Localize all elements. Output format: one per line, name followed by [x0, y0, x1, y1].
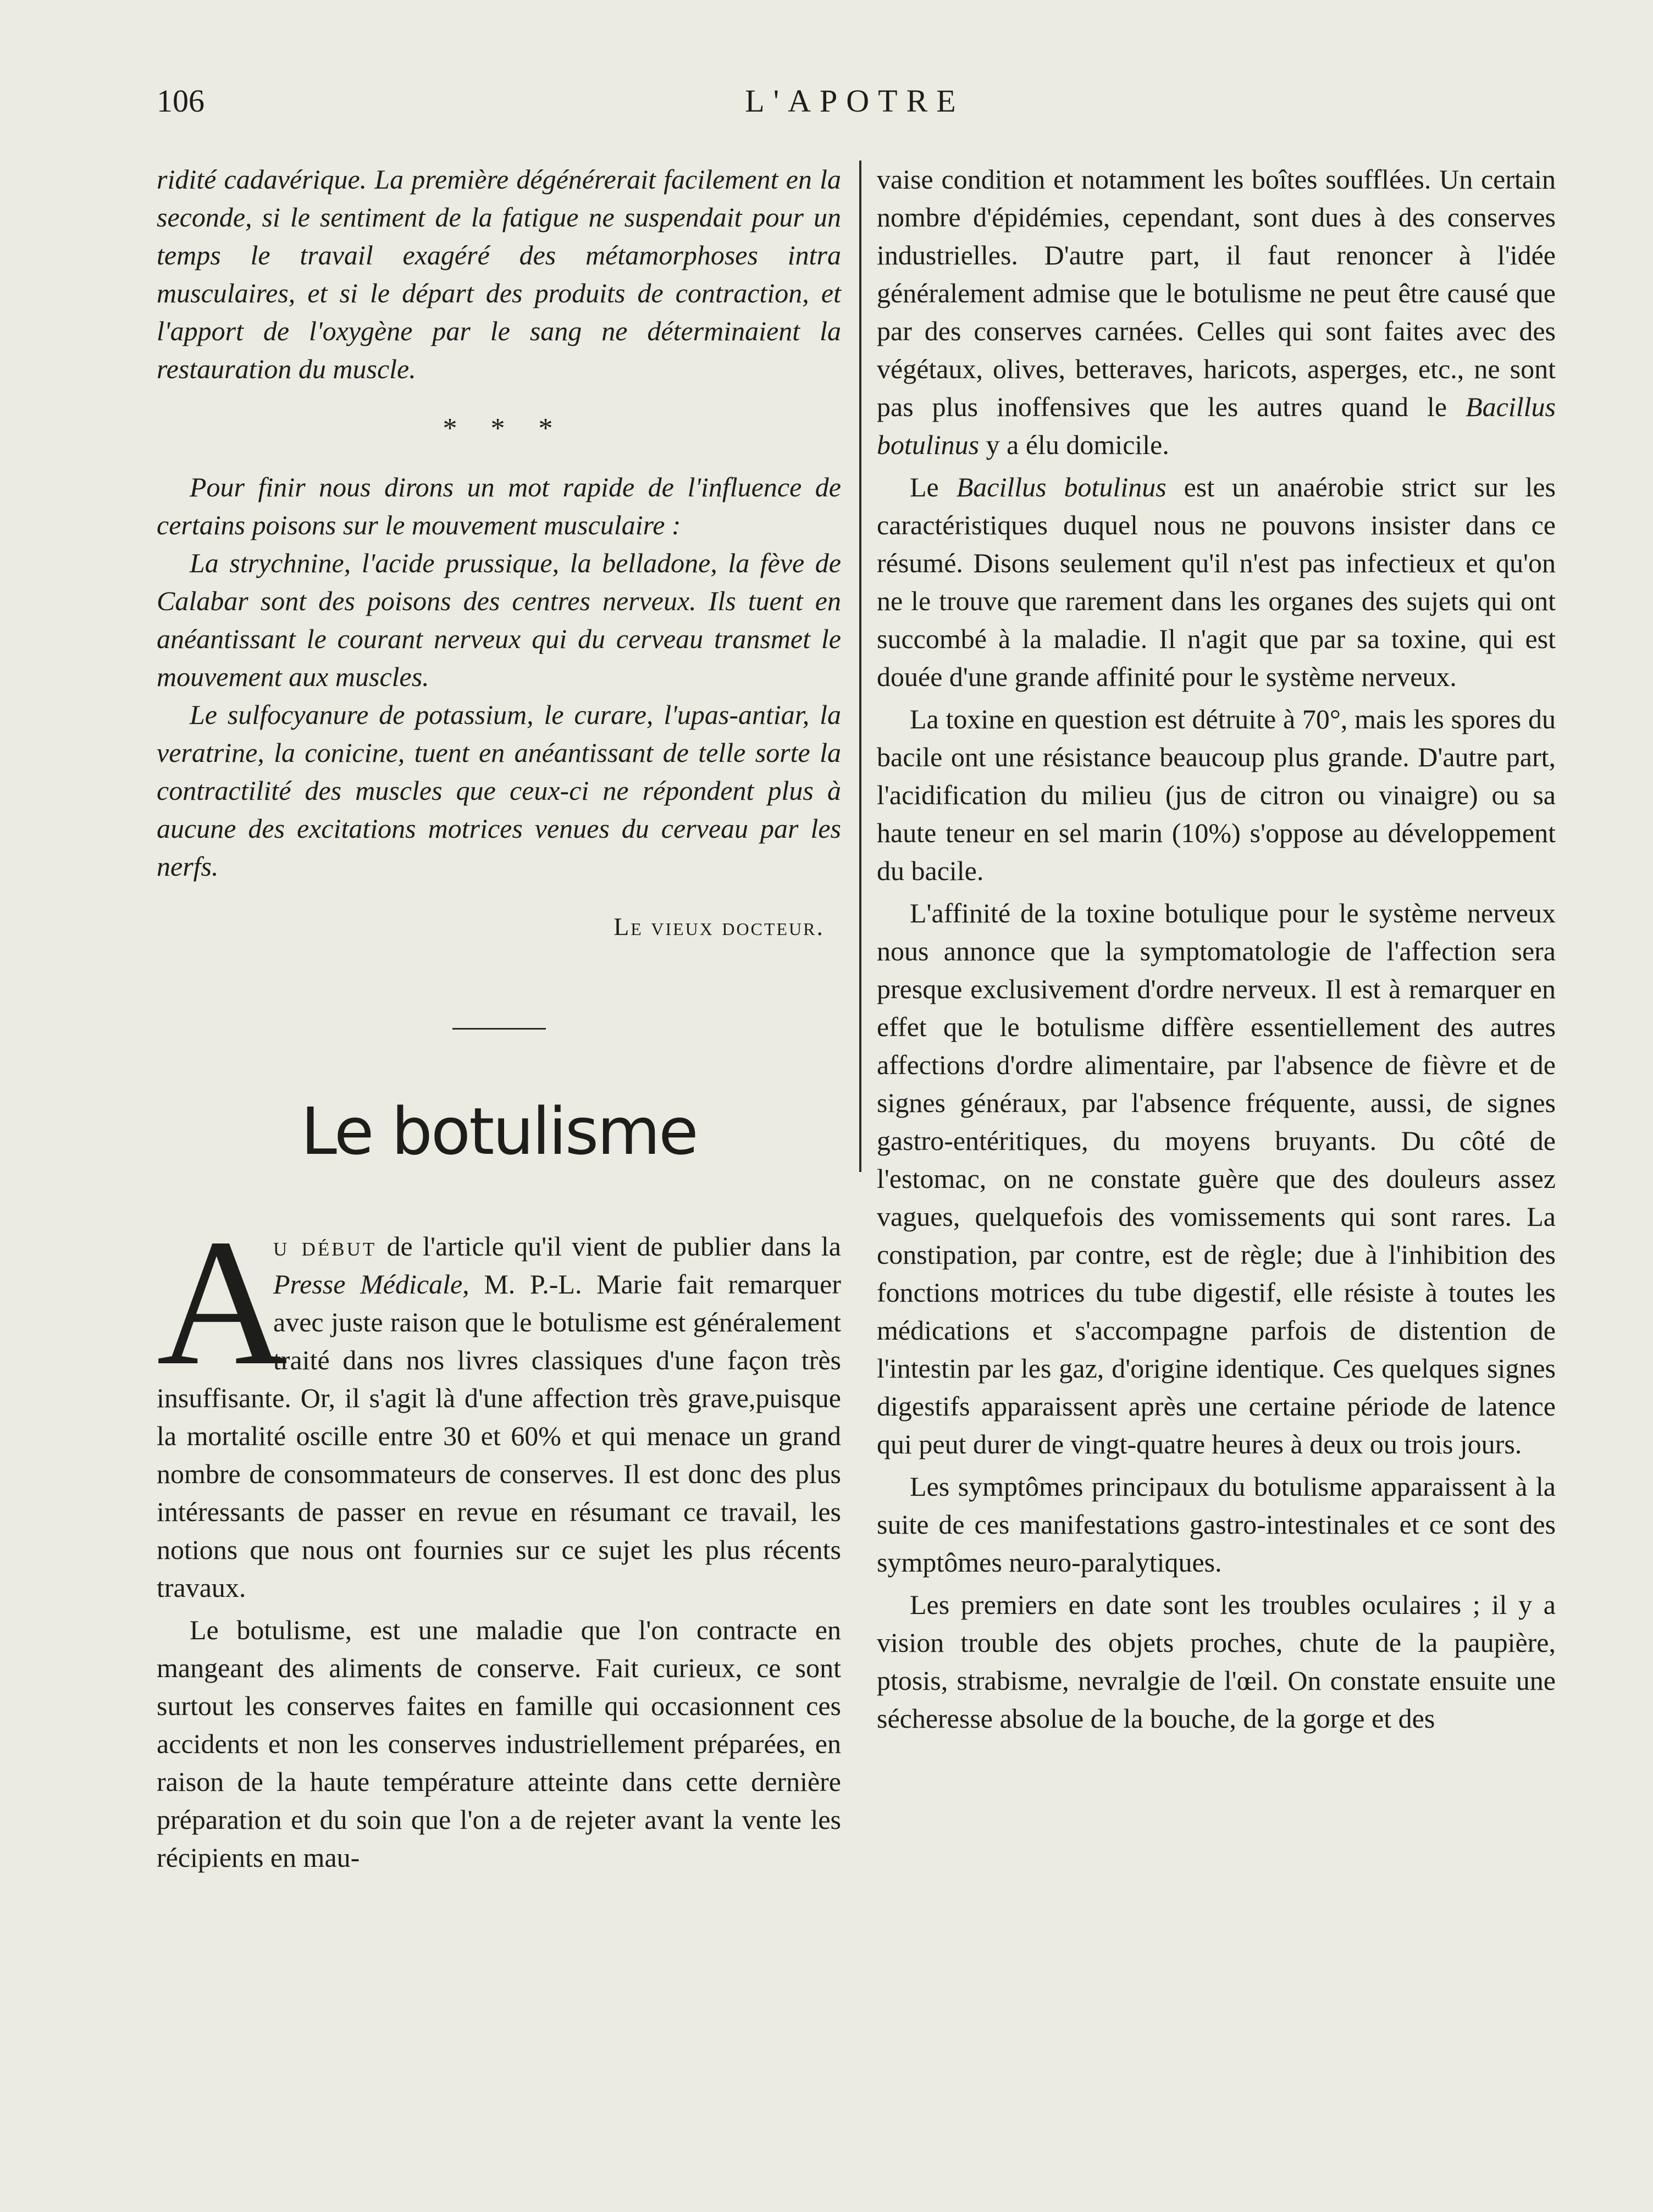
- right-paragraph-1-end: y a élu domicile.: [979, 429, 1169, 460]
- running-head: [157, 82, 1553, 132]
- lead-text: de l'article qu'il vient de publier dans la: [377, 1231, 841, 1262]
- left-column: [157, 161, 841, 1877]
- author-signature: Le vieux docteur.: [613, 913, 825, 941]
- left-paragraph-5: Le botulisme, est une maladie que l'on contracte en mangeant des aliments de conserve. Fait curieux, ce sont surtout les conserves faites en famille qui occasionnent ces accidents et non les conserves industriellement préparées, en raison de la haute température atteinte dans cette dernière préparation et du soin que l'on a de rejeter avant la vente les récipients en mau-: [157, 1614, 841, 1873]
- left-paragraph-4: Le sulfocyanure de potassium, le curare, l'upas-antiar, la veratrine, la conicine, tuent en anéantissant de telle sorte la contractilité des muscles que ceux-ci ne répondent plus à aucune des excitations motrices venues du cerveau par les nerfs.: [157, 699, 841, 882]
- running-title: L'APOTRE: [745, 83, 965, 119]
- left-paragraph-2: Pour finir nous dirons un mot rapide de l'influence de certains poisons sur le mouvement musculaire :: [157, 472, 841, 540]
- right-paragraph-6: Les premiers en date sont les troubles oculaires ; il y a vision trouble des objets proches, chute de la paupière, ptosis, strabisme, nevralgie de l'œil. On constate ensuite une sécheresse absolue de la bouche, de la gorge et des: [877, 1589, 1556, 1734]
- column-rule: [859, 161, 861, 1172]
- journal-name: Presse Médicale,: [273, 1269, 469, 1299]
- bacillus-name: Bacillus botulinus: [956, 472, 1167, 502]
- article-separator: [452, 1028, 546, 1030]
- right-paragraph-4: L'affinité de la toxine botulique pour le système nerveux nous annonce que la symptomatologie de l'affection sera presque exclusivement d'ordre nerveux. Il est à remarquer en effet que le botulisme diffère essentiellement des autres affections d'ordre alimentaire, par l'absence de fièvre et de signes généraux, par l'absence fréquente, aussi, de signes gastro-entéritiques, du moyens bruyants. Du côté de l'estomac, on ne constate guère que des douleurs assez vagues, quelquefois des vomissements qui sont rares. La constipation, par contre, est de règle; due à l'inhibition des fonctions motrices du tube digestif, elle résiste à toutes les médications et s'accompagne parfois de distention de l'intestin par les gaz, d'origine identique. Ces quelques signes digestifs apparaissent après une certaine période de latence qui peut durer de vingt-quatre heures à deux ou trois jours.: [877, 898, 1556, 1459]
- right-paragraph-2-start: Le: [910, 472, 957, 502]
- left-paragraph-1: ridité cadavérique. La première dégénérerait facilement en la seconde, si le sentiment de la fatigue ne suspendait pour un temps le travail exagéré des métamorphoses intra musculaires, et si le départ des produits de contraction, et l'apport de l'oxygène par le sang ne déterminaient la restauration du muscle.: [157, 164, 841, 384]
- right-paragraph-1: [877, 161, 1556, 464]
- section-break-stars: * * *: [443, 413, 566, 444]
- lead-text-end: M. P.-L. Marie fait remarquer avec juste raison que le botulisme est généralement traité dans nos livres classiques d'une façon très insuffisante. Or, il s'agit là d'une affection très grave,puisque la mortalité oscille entre 30 et 60% et qui menace un grand nombre de consommateurs de conserves. Il est donc des plus intéressants de passer en revue en résumant ce travail, les notions que nous ont fournies sur ce sujet les plus récents travaux.: [157, 1269, 841, 1603]
- right-paragraph-2-text: est un anaérobie strict sur les caractéristiques duquel nous ne pouvons insister dans ce résumé. Disons seulement qu'il n'est pas infectieux et qu'on ne le trouve que rarement dans les organes des sujets qui ont succombé à la maladie. Il n'agit que par sa toxine, qui est douée d'une grande affinité pour le système nerveux.: [877, 472, 1556, 692]
- drop-cap: A: [157, 1202, 288, 1403]
- right-paragraph-1-text: vaise condition et notamment les boîtes soufflées. Un certain nombre d'épidémies, cependant, sont dues à des conserves industrielles. D'autre part, il faut renoncer à l'idée généralement admise que le botulisme ne peut être causé que par des conserves carnées. Celles qui sont faites avec des végétaux, olives, betteraves, haricots, asperges, etc., ne sont pas plus inoffensives que les autres quand le: [877, 164, 1556, 422]
- right-paragraph-5: Les symptômes principaux du botulisme apparaissent à la suite de ces manifestations gastro-intestinales et ce sont des symptômes neuro-paralytiques.: [877, 1471, 1556, 1578]
- lead-paragraph: [157, 1202, 841, 1607]
- right-paragraph-2: [877, 468, 1556, 696]
- left-paragraph-3: La strychnine, l'acide prussique, la belladone, la fève de Calabar sont des poisons des centres nerveux. Ils tuent en anéantissant le courant nerveux qui du cerveau transmet le mouvement aux muscles.: [157, 548, 841, 692]
- lead-smallcaps: u début: [273, 1231, 377, 1262]
- right-column: [877, 161, 1556, 1738]
- bacillus-name: Bacillus botulinus: [877, 391, 1556, 460]
- page-number: 106: [157, 83, 204, 119]
- article-title: Le botulisme: [301, 1093, 697, 1169]
- right-paragraph-3: La toxine en question est détruite à 70°, mais les spores du bacile ont une résistance beaucoup plus grande. D'autre part, l'acidification du milieu (jus de citron ou vinaigre) ou sa haute teneur en sel marin (10%) s'oppose au développement du bacile.: [877, 704, 1556, 886]
